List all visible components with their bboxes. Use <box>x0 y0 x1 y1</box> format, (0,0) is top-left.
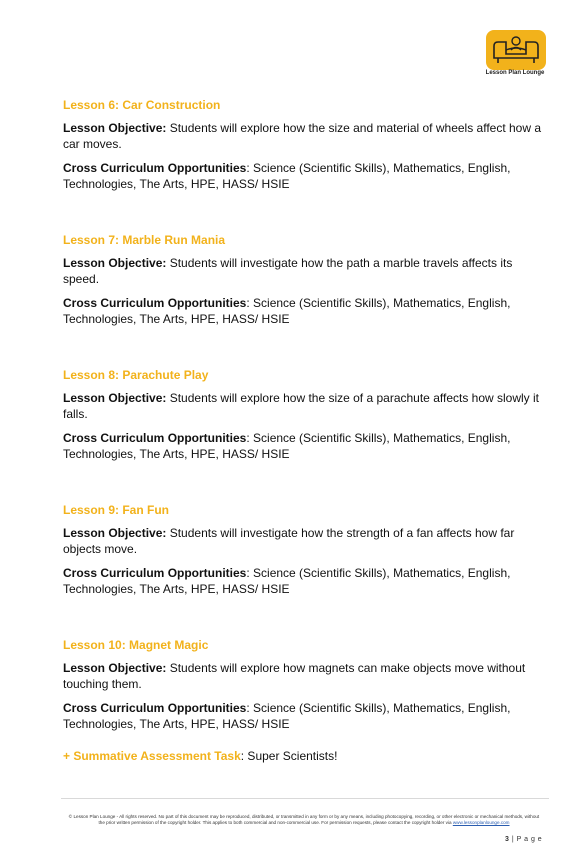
lesson-objective <box>63 390 547 422</box>
page-number <box>505 836 542 843</box>
cross-label: Cross Curriculum Opportunities <box>63 296 247 310</box>
objective-label: Lesson Objective: <box>63 661 167 675</box>
logo-text: Lesson Plan Lounge <box>485 70 545 76</box>
cross-text: : Science (Scientific Skills), Mathematics, English, Technologies, The Arts, HPE, HASS/ HSIE <box>63 566 511 596</box>
lesson-objective <box>63 660 547 692</box>
lesson-9 <box>63 502 547 597</box>
objective-text: Students will explore how the size of a parachute affects how slowly it falls. <box>63 391 540 421</box>
lesson-7 <box>63 232 547 327</box>
summative-assessment <box>63 748 337 764</box>
lesson-10 <box>63 637 547 732</box>
lesson-title: Lesson 9: Fan Fun <box>63 503 170 517</box>
lesson-title: Lesson 6: Car Construction <box>63 98 221 112</box>
page-label: | P a g e <box>509 836 543 843</box>
cross-label: Cross Curriculum Opportunities <box>63 161 247 175</box>
objective-label: Lesson Objective: <box>63 391 167 405</box>
objective-label: Lesson Objective: <box>63 526 167 540</box>
lesson-objective <box>63 255 547 287</box>
cross-curriculum <box>63 700 547 732</box>
footer-divider <box>61 798 549 799</box>
objective-label: Lesson Objective: <box>63 121 167 135</box>
lesson-list <box>63 97 547 740</box>
cross-curriculum <box>63 160 547 192</box>
sofa-icon <box>484 28 548 72</box>
lesson-objective <box>63 120 547 152</box>
objective-text: Students will investigate how the strength of a fan affects how far objects move. <box>63 526 515 556</box>
cross-curriculum <box>63 295 547 327</box>
cross-curriculum <box>63 430 547 462</box>
lesson-8 <box>63 367 547 462</box>
cross-label: Cross Curriculum Opportunities <box>63 431 247 445</box>
lesson-title: Lesson 10: Magnet Magic <box>63 638 209 652</box>
objective-text: Students will investigate how the path a marble travels affects its speed. <box>63 256 513 286</box>
cross-text: : Science (Scientific Skills), Mathematics, English, Technologies, The Arts, HPE, HASS/ HSIE <box>63 701 511 731</box>
copyright-footer <box>66 814 542 826</box>
lesson-title: Lesson 7: Marble Run Mania <box>63 233 226 247</box>
objective-text: Students will explore how magnets can make objects move without touching them. <box>63 661 526 691</box>
copyright-text: © Lesson Plan Lounge - All rights reserved. No part of this document may be reproduced, distributed, or transmitted in any form or by any means, including photocopying, recording, or other electronic or mechanical methods, without the prior written permission of the copyright holder. This applies to both commercial and non-commercial use. For permission requests, please contact the copyright holder via <box>68 814 540 826</box>
cross-text: : Science (Scientific Skills), Mathematics, English, Technologies, The Arts, HPE, HASS/ HSIE <box>63 431 511 461</box>
website-link[interactable]: www.lessonplanlounge.com <box>452 820 510 826</box>
cross-label: Cross Curriculum Opportunities <box>63 701 247 715</box>
objective-text: Students will explore how the size and material of wheels affect how a car moves. <box>63 121 542 151</box>
lesson-objective <box>63 525 547 557</box>
cross-text: : Science (Scientific Skills), Mathematics, English, Technologies, The Arts, HPE, HASS/ HSIE <box>63 161 511 191</box>
summative-text: : Super Scientists! <box>240 749 338 763</box>
lesson-title: Lesson 8: Parachute Play <box>63 368 209 382</box>
objective-label: Lesson Objective: <box>63 256 167 270</box>
cross-text: : Science (Scientific Skills), Mathematics, English, Technologies, The Arts, HPE, HASS/ HSIE <box>63 296 511 326</box>
cross-label: Cross Curriculum Opportunities <box>63 566 247 580</box>
cross-curriculum <box>63 565 547 597</box>
page-number-value: 3 <box>505 836 510 843</box>
summative-label: + Summative Assessment Task <box>63 749 241 763</box>
lesson-6 <box>63 97 547 192</box>
